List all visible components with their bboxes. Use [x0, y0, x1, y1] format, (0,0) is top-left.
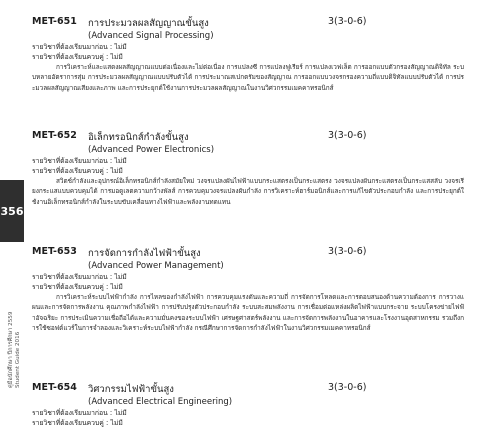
course-entry [32, 16, 464, 93]
course-code: MET-651 [32, 16, 77, 27]
course-title-thai: วิศวกรรมไฟฟ้าขั้นสูง [88, 384, 174, 395]
page-number: 356 [0, 204, 24, 218]
prerequisite-line: รายวิชาที่ต้องเรียนมาก่อน : ไม่มี [32, 43, 127, 51]
course-heading [32, 246, 464, 260]
course-credits: 3(3-0-6) [328, 382, 367, 393]
course-entry [32, 382, 464, 428]
course-title-english: (Advanced Signal Processing) [88, 31, 214, 41]
prerequisite-line: รายวิชาที่ต้องเรียนมาก่อน : ไม่มี [32, 409, 127, 417]
course-title-english: (Advanced Electrical Engineering) [88, 397, 233, 407]
side-margin-text [2, 248, 22, 398]
course-code: MET-652 [32, 130, 77, 141]
course-title-english: (Advanced Power Electronics) [88, 145, 215, 155]
course-credits: 3(3-0-6) [328, 130, 367, 141]
course-credits: 3(3-0-6) [328, 16, 367, 27]
corequisite-line: รายวิชาที่ต้องเรียนควบคู่ : ไม่มี [32, 53, 123, 61]
course-credits: 3(3-0-6) [328, 246, 367, 257]
course-heading [32, 382, 464, 396]
corequisite-line: รายวิชาที่ต้องเรียนควบคู่ : ไม่มี [32, 283, 123, 291]
course-entry [32, 246, 464, 334]
side-text-english: Student Guide 2016 [15, 331, 21, 388]
course-code: MET-653 [32, 246, 77, 257]
prerequisite-line: รายวิชาที่ต้องเรียนมาก่อน : ไม่มี [32, 273, 127, 281]
course-title-thai: การจัดการกำลังไฟฟ้าขั้นสูง [88, 248, 201, 259]
course-description: การวิเคราะห์และแสดงผลสัญญาณแบบต่อเนื่องและไม่ต่อเนื่อง การแปลงซี การแปลงฟูเรียร์ การแปลงเวฟเล็ต การออกแบบตัวกรองสัญญาณดิจิทัล ระบบหลายอัตราการสุ่ม การประมวลผลสัญญาณแบบปรับตัวได้ การประมาณสเปกตรัมของสัญญาณ การออกแบบวงจรกรองความถี่แบบดิจิทัลแบบปรับตัวได้ การประมวลผลสัญญาณเสียงและภาพ และการประยุกต์ใช้งานการประมวลผลสัญญาณในงานวิศวกรรมเมคคาทรอนิกส์ [32, 63, 464, 92]
course-description: การวิเคราะห์ระบบไฟฟ้ากำลัง การไหลของกำลังไฟฟ้า การควบคุมแรงดันและความถี่ การจัดการโหลดและการตอบสนองด้านความต้องการ การวางแผนและการจัดการพลังงาน คุณภาพกำลังไฟฟ้า การปรับปรุงตัวประกอบกำลัง ระบบสะสมพลังงาน การเชื่อมต่อแหล่งผลิตไฟฟ้าแบบกระจาย ระบบโครงข่ายไฟฟ้าอัจฉริยะ การประเมินความเชื่อถือได้และความมั่นคงของระบบไฟฟ้า เศรษฐศาสตร์พลังงาน และการจัดการพลังงานในอาคารและโรงงานอุตสาหกรรม รวมถึงการใช้ซอฟต์แวร์ในการจำลองและวิเคราะห์ระบบไฟฟ้ากำลัง กรณีศึกษาการจัดการกำลังไฟฟ้าในงานวิศวกรรมเมคคาทรอนิกส์ [32, 293, 464, 333]
course-entry [32, 130, 464, 207]
course-title-thai: อิเล็กทรอนิกส์กำลังขั้นสูง [88, 132, 189, 143]
course-code: MET-654 [32, 382, 77, 393]
course-title-english: (Advanced Power Management) [88, 261, 224, 271]
side-text-thai: คู่มือนักศึกษา ปีการศึกษา 2559 [8, 311, 14, 388]
course-heading [32, 130, 464, 144]
course-description: สวิตช์กำลังและอุปกรณ์อิเล็กทรอนิกส์กำลังสมัยใหม่ วงจรแปลงผันไฟฟ้าแบบกระแสตรงเป็นกระแสตรง วงจรแปลงผันกระแสตรงเป็นกระแสสลับ วงจรเรียงกระแสแบบควบคุมได้ การมอดูเลตความกว้างพัลส์ การควบคุมวงจรแปลงผันกำลัง การวิเคราะห์ฮาร์มอนิกส์และการแก้ไขตัวประกอบกำลัง และการประยุกต์ใช้งานอิเล็กทรอนิกส์กำลังในระบบขับเคลื่อนทางไฟฟ้าและพลังงานทดแทน [32, 177, 464, 206]
course-heading [32, 16, 464, 30]
course-title-thai: การประมวลผลสัญญาณขั้นสูง [88, 18, 209, 29]
prerequisite-line: รายวิชาที่ต้องเรียนมาก่อน : ไม่มี [32, 157, 127, 165]
page-number-tab [0, 180, 24, 242]
corequisite-line: รายวิชาที่ต้องเรียนควบคู่ : ไม่มี [32, 419, 123, 427]
corequisite-line: รายวิชาที่ต้องเรียนควบคู่ : ไม่มี [32, 167, 123, 175]
